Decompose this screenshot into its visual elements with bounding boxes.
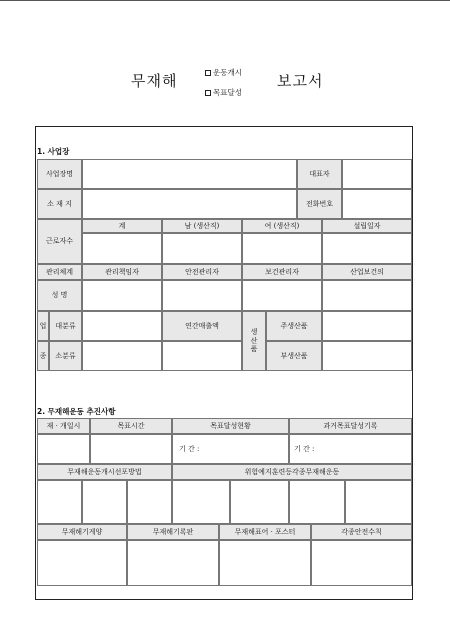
field-campaign-7[interactable] xyxy=(345,480,412,524)
header-female: 여 (생산직) xyxy=(242,219,322,233)
header-total: 계 xyxy=(82,219,162,233)
field-campaign-5[interactable] xyxy=(230,480,289,524)
top-border-line xyxy=(0,0,450,1)
field-established-date[interactable] xyxy=(322,233,412,264)
header-risk-training: 위험예지훈련등각종무재해운동 xyxy=(172,464,412,480)
label-business-name: 사업장명 xyxy=(37,159,82,189)
header-signboard: 무재해기게양 xyxy=(37,524,127,540)
checkbox-icon xyxy=(205,70,211,76)
field-campaign-4[interactable] xyxy=(172,480,230,524)
header-poster: 무재해표어 · 포스터 xyxy=(219,524,311,540)
header-established: 설립일자 xyxy=(322,219,412,233)
field-name-health[interactable] xyxy=(242,280,322,311)
header-restart-date: 재 · 개일시 xyxy=(37,418,90,434)
label-annual-sales: 연간매출액 xyxy=(162,311,242,341)
header-safety-mgr: 안전관리자 xyxy=(162,264,242,280)
field-business-name[interactable] xyxy=(82,159,297,189)
field-past-period[interactable]: 기 간 : xyxy=(289,434,412,464)
field-address[interactable] xyxy=(82,189,297,219)
field-poster[interactable] xyxy=(219,540,311,586)
field-male-workers[interactable] xyxy=(162,233,242,264)
label-address: 소 재 지 xyxy=(37,189,82,219)
label-main-product: 주생산품 xyxy=(266,311,322,341)
report-title-left: 무재해 xyxy=(131,72,178,90)
field-campaign-6[interactable] xyxy=(289,480,345,524)
field-name-doctor[interactable] xyxy=(322,280,412,311)
field-campaign-2[interactable] xyxy=(82,480,127,524)
checkbox-label-achieved: 목표달성 xyxy=(213,88,242,97)
field-major[interactable] xyxy=(82,311,162,341)
checkbox-label-start: 운동개시 xyxy=(213,68,242,77)
field-achievement-period[interactable]: 기 간 : xyxy=(172,434,289,464)
label-products: 생 산 품 xyxy=(242,311,266,371)
header-record-board: 무재해기록판 xyxy=(127,524,219,540)
field-restart-date[interactable] xyxy=(37,434,90,464)
label-representative: 대표자 xyxy=(297,159,342,189)
header-past-record: 과거목표달성기록 xyxy=(289,418,412,434)
field-name-safety[interactable] xyxy=(162,280,242,311)
label-name: 성 명 xyxy=(37,280,82,311)
label-minor: 소분류 xyxy=(49,341,82,371)
field-annual-sales[interactable] xyxy=(162,341,242,371)
label-sub-product: 부생산품 xyxy=(266,341,322,371)
header-health-mgr: 보건관리자 xyxy=(242,264,322,280)
field-campaign-1[interactable] xyxy=(37,480,82,524)
field-record-board[interactable] xyxy=(127,540,219,586)
header-achievement: 목표달성현황 xyxy=(172,418,289,434)
label-industry-bottom: 종 xyxy=(37,341,49,371)
header-ind-health: 산업보건의 xyxy=(322,264,412,280)
field-representative[interactable] xyxy=(342,159,412,189)
checkbox-goal-achieved[interactable] xyxy=(205,87,242,98)
field-minor[interactable] xyxy=(82,341,162,371)
label-industry-top: 업 xyxy=(37,311,49,341)
label-mgmt-system: 관리체계 xyxy=(37,264,82,280)
field-sub-product[interactable] xyxy=(322,341,412,371)
section-2-title: 2. 무재해운동 추진사항 xyxy=(37,407,116,416)
label-workers: 근로자수 xyxy=(37,219,82,264)
header-safety-rules: 각종안전수칙 xyxy=(311,524,412,540)
field-total-workers[interactable] xyxy=(82,233,162,264)
report-title-right: 보고서 xyxy=(277,72,324,90)
field-target-time[interactable] xyxy=(90,434,172,464)
header-mgmt-head: 관리책임자 xyxy=(82,264,162,280)
checkbox-icon xyxy=(205,90,211,96)
label-phone: 전화번호 xyxy=(297,189,342,219)
field-name-head[interactable] xyxy=(82,280,162,311)
checkbox-start-campaign[interactable] xyxy=(205,67,242,78)
section-1-title: 1. 사업장 xyxy=(37,147,70,156)
field-signboard[interactable] xyxy=(37,540,127,586)
field-safety-rules[interactable] xyxy=(311,540,412,586)
field-main-product[interactable] xyxy=(322,311,412,341)
header-male: 남 (생산직) xyxy=(162,219,242,233)
field-campaign-3[interactable] xyxy=(127,480,172,524)
header-target-time: 목표시간 xyxy=(90,418,172,434)
field-phone[interactable] xyxy=(342,189,412,219)
field-female-workers[interactable] xyxy=(242,233,322,264)
label-major: 대분류 xyxy=(49,311,82,341)
header-declaration: 무재해운동개시선포방법 xyxy=(37,464,172,480)
